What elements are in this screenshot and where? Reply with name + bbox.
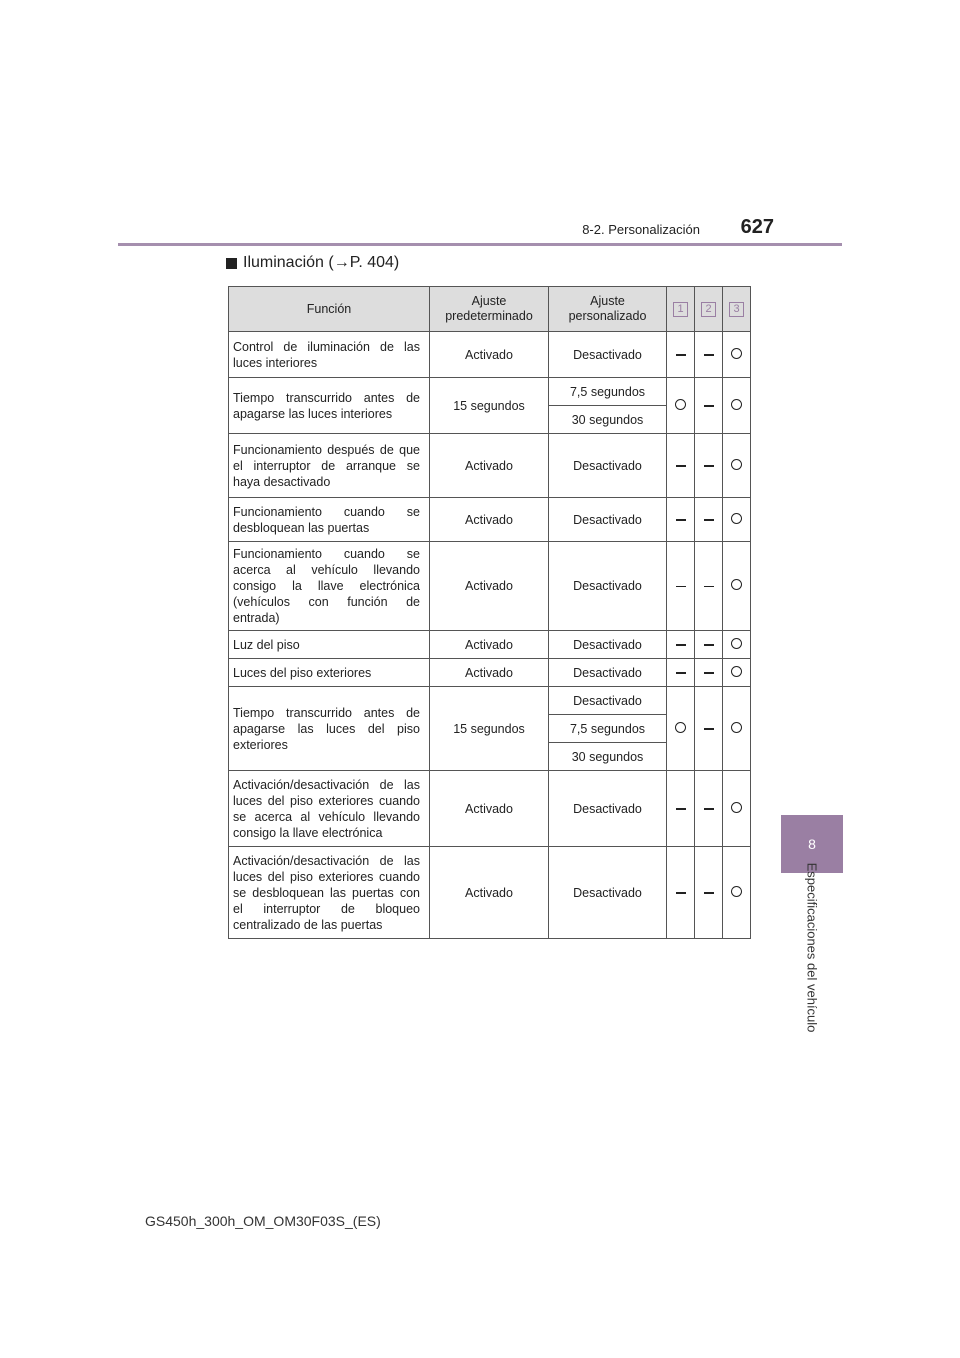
dash-icon: [676, 586, 686, 588]
circle-icon: [731, 513, 742, 524]
col1-cell: [667, 659, 695, 687]
function-cell: Activación/desactivación de las luces del piso exteriores cuando se acerca al vehículo llevando consigo la llave electrónica: [229, 771, 430, 847]
col1-cell: [667, 631, 695, 659]
col3-cell: [723, 434, 751, 498]
header-function: Función: [229, 287, 430, 332]
chapter-label: Especificaciones del vehículo: [804, 862, 820, 1033]
custom-cell: 30 segundos: [549, 743, 667, 771]
header-default: Ajuste predeterminado: [430, 287, 549, 332]
default-cell: 15 segundos: [430, 687, 549, 771]
header-col-2: [695, 287, 723, 332]
section-title: 8-2. Personalización: [582, 222, 700, 237]
dash-icon: [676, 892, 686, 894]
col1-cell: [667, 332, 695, 378]
custom-cell: 7,5 segundos: [549, 715, 667, 743]
custom-cell: Desactivado: [549, 542, 667, 631]
default-cell: 15 segundos: [430, 378, 549, 434]
col1-cell: [667, 378, 695, 434]
default-cell: Activado: [430, 771, 549, 847]
dash-icon: [676, 672, 686, 674]
custom-cell: Desactivado: [549, 687, 667, 715]
dash-icon: [704, 586, 714, 588]
function-cell: Tiempo transcurrido antes de apagarse las luces interiores: [229, 378, 430, 434]
document-code: GS450h_300h_OM_OM30F03S_(ES): [145, 1213, 381, 1229]
function-cell: Control de iluminación de las luces interiores: [229, 332, 430, 378]
col2-cell: [695, 631, 723, 659]
dash-icon: [704, 644, 714, 646]
header-col-3: [723, 287, 751, 332]
dash-icon: [704, 892, 714, 894]
col1-cell: [667, 542, 695, 631]
function-cell: Tiempo transcurrido antes de apagarse las luces del piso exteriores: [229, 687, 430, 771]
custom-cell: Desactivado: [549, 498, 667, 542]
number-3-icon: 3: [729, 302, 744, 317]
circle-icon: [731, 802, 742, 813]
custom-cell: Desactivado: [549, 434, 667, 498]
col2-cell: [695, 659, 723, 687]
col1-cell: [667, 771, 695, 847]
table-row: [229, 771, 751, 847]
dash-icon: [676, 465, 686, 467]
col2-cell: [695, 378, 723, 434]
section-heading-text: Iluminación (→P. 404): [243, 254, 400, 271]
section-heading: [226, 254, 399, 272]
col3-cell: [723, 631, 751, 659]
col2-cell: [695, 847, 723, 939]
header-rule: [118, 243, 842, 246]
col1-cell: [667, 498, 695, 542]
circle-icon: [675, 722, 686, 733]
col1-cell: [667, 434, 695, 498]
table-row: [229, 378, 751, 406]
col3-cell: [723, 659, 751, 687]
header-col-1: [667, 287, 695, 332]
col1-cell: [667, 847, 695, 939]
col3-cell: [723, 771, 751, 847]
custom-cell: Desactivado: [549, 771, 667, 847]
dash-icon: [704, 808, 714, 810]
custom-cell: Desactivado: [549, 847, 667, 939]
col3-cell: [723, 847, 751, 939]
function-cell: Luces del piso exteriores: [229, 659, 430, 687]
col3-cell: [723, 332, 751, 378]
dash-icon: [704, 405, 714, 407]
col2-cell: [695, 771, 723, 847]
customization-table: [228, 286, 751, 939]
table-row: [229, 847, 751, 939]
dash-icon: [676, 808, 686, 810]
function-cell: Funcionamiento después de que el interruptor de arranque se haya desactivado: [229, 434, 430, 498]
circle-icon: [731, 722, 742, 733]
header-custom: Ajuste personalizado: [549, 287, 667, 332]
default-cell: Activado: [430, 542, 549, 631]
dash-icon: [676, 519, 686, 521]
function-cell: Activación/desactivación de las luces del piso exteriores cuando se desbloquean las puertas con el interruptor de bloqueo centralizado de las puertas: [229, 847, 430, 939]
col2-cell: [695, 332, 723, 378]
default-cell: Activado: [430, 434, 549, 498]
circle-icon: [731, 459, 742, 470]
table-row: [229, 631, 751, 659]
col3-cell: [723, 498, 751, 542]
col2-cell: [695, 542, 723, 631]
circle-icon: [731, 638, 742, 649]
col1-cell: [667, 687, 695, 771]
col2-cell: [695, 498, 723, 542]
table-row: [229, 542, 751, 631]
dash-icon: [676, 644, 686, 646]
table-row: [229, 498, 751, 542]
circle-icon: [731, 666, 742, 677]
col3-cell: [723, 378, 751, 434]
number-2-icon: 2: [701, 302, 716, 317]
dash-icon: [704, 728, 714, 730]
number-1-icon: 1: [673, 302, 688, 317]
function-cell: Funcionamiento cuando se desbloquean las puertas: [229, 498, 430, 542]
dash-icon: [704, 354, 714, 356]
custom-cell: 7,5 segundos: [549, 378, 667, 406]
dash-icon: [704, 519, 714, 521]
square-bullet-icon: [226, 258, 237, 269]
dash-icon: [704, 672, 714, 674]
default-cell: Activado: [430, 847, 549, 939]
circle-icon: [731, 348, 742, 359]
circle-icon: [731, 399, 742, 410]
custom-cell: 30 segundos: [549, 406, 667, 434]
chapter-number: 8: [808, 836, 816, 852]
table-row: [229, 434, 751, 498]
col2-cell: [695, 434, 723, 498]
col3-cell: [723, 542, 751, 631]
function-cell: Funcionamiento cuando se acerca al vehículo llevando consigo la llave electrónica (vehículos con función de entrada): [229, 542, 430, 631]
dash-icon: [676, 354, 686, 356]
custom-cell: Desactivado: [549, 332, 667, 378]
page-number: 627: [740, 216, 774, 238]
col2-cell: [695, 687, 723, 771]
table-row: [229, 659, 751, 687]
col3-cell: [723, 687, 751, 771]
circle-icon: [675, 399, 686, 410]
dash-icon: [704, 465, 714, 467]
circle-icon: [731, 579, 742, 590]
function-cell: Luz del piso: [229, 631, 430, 659]
page-header: [120, 214, 842, 242]
table-header-row: [229, 287, 751, 332]
default-cell: Activado: [430, 332, 549, 378]
table-row: [229, 687, 751, 715]
default-cell: Activado: [430, 498, 549, 542]
table-row: [229, 332, 751, 378]
custom-cell: Desactivado: [549, 631, 667, 659]
default-cell: Activado: [430, 631, 549, 659]
custom-cell: Desactivado: [549, 659, 667, 687]
circle-icon: [731, 886, 742, 897]
default-cell: Activado: [430, 659, 549, 687]
